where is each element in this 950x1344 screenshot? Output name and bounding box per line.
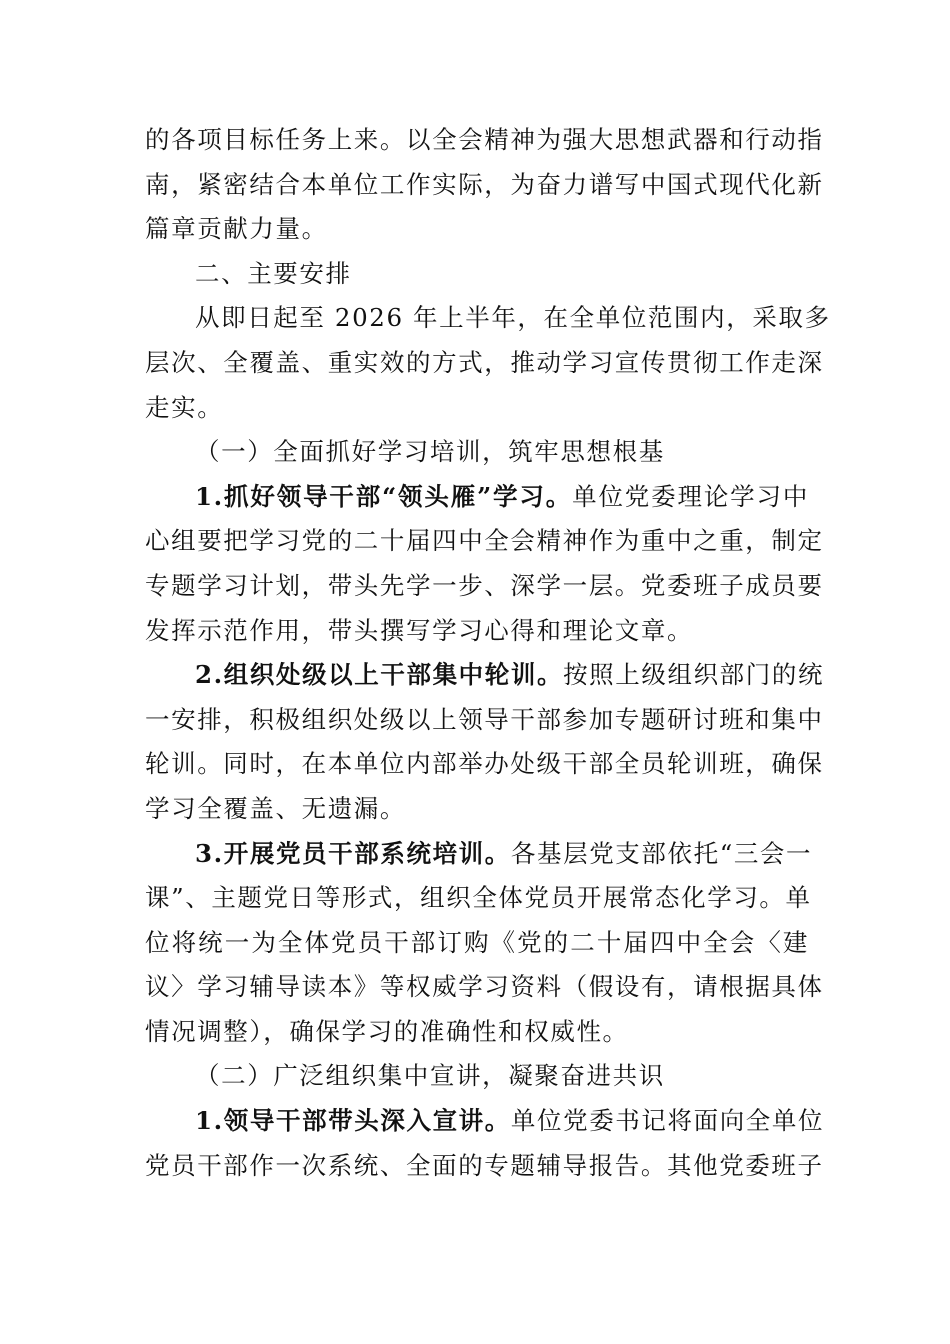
- item-text: 按照上级组织部门的统: [563, 660, 825, 690]
- body-line: 南，紧密结合本单位工作实际，为奋力谱写中国式现代化新: [145, 169, 824, 199]
- body-line: 课”、主题党日等形式，组织全体党员开展常态化学习。单: [145, 883, 812, 913]
- document-body: [145, 118, 831, 1188]
- section-heading: 二、主要安排: [195, 258, 352, 288]
- item-title: 1.领导干部带头深入宣讲。: [195, 1106, 511, 1136]
- body-line: 的各项目标任务上来。以全会精神为强大思想武器和行动指: [145, 125, 824, 154]
- item-first-line: [145, 475, 809, 520]
- body-line: 走实。: [145, 392, 224, 422]
- item-first-line: [145, 832, 813, 877]
- subsection-heading: （一）全面抓好学习培训，筑牢思想根基: [195, 437, 665, 467]
- body-line: 议〉学习辅导读本》等权威学习资料（假设有，请根据具体: [145, 972, 824, 1002]
- subsection-heading: （二）广泛组织集中宣讲，凝聚奋进共识: [195, 1061, 665, 1091]
- body-line: 心组要把学习党的二十届四中全会精神作为重中之重，制定: [145, 526, 824, 556]
- body-line: 发挥示范作用，带头撰写学习心得和理论文章。: [145, 615, 694, 645]
- item-title: 1.抓好领导干部“领头雁”学习。: [195, 481, 573, 511]
- item-text: 各基层党支部依托“三会一: [510, 838, 813, 868]
- item-first-line: [145, 1099, 825, 1144]
- body-line: 党员干部作一次系统、全面的专题辅导报告。其他党委班子: [145, 1150, 824, 1180]
- body-line: 位将统一为全体党员干部订购《党的二十届四中全会〈建: [145, 927, 809, 957]
- body-line: 从即日起至 2026 年上半年，在全单位范围内，采取多: [195, 303, 831, 333]
- body-line: 情况调整），确保学习的准确性和权威性。: [145, 1016, 629, 1046]
- body-line: 一安排，积极组织处级以上领导干部参加专题研讨班和集中: [145, 704, 824, 734]
- item-text: 单位党委书记将面向全单位: [510, 1106, 825, 1136]
- body-line: 篇章贡献力量。: [145, 214, 328, 244]
- item-text: 单位党委理论学习中: [572, 481, 809, 511]
- item-title: 2.组织处级以上干部集中轮训。: [195, 660, 564, 690]
- body-line: 学习全覆盖、无遗漏。: [145, 793, 406, 823]
- body-line: 层次、全覆盖、重实效的方式，推动学习宣传贯彻工作走深: [145, 347, 824, 377]
- body-line: 专题学习计划，带头先学一步、深学一层。党委班子成员要: [145, 570, 824, 600]
- item-first-line: [145, 653, 825, 698]
- body-line: 轮训。同时，在本单位内部举办处级干部全员轮训班，确保: [145, 749, 824, 779]
- item-title: 3.开展党员干部系统培训。: [195, 838, 511, 868]
